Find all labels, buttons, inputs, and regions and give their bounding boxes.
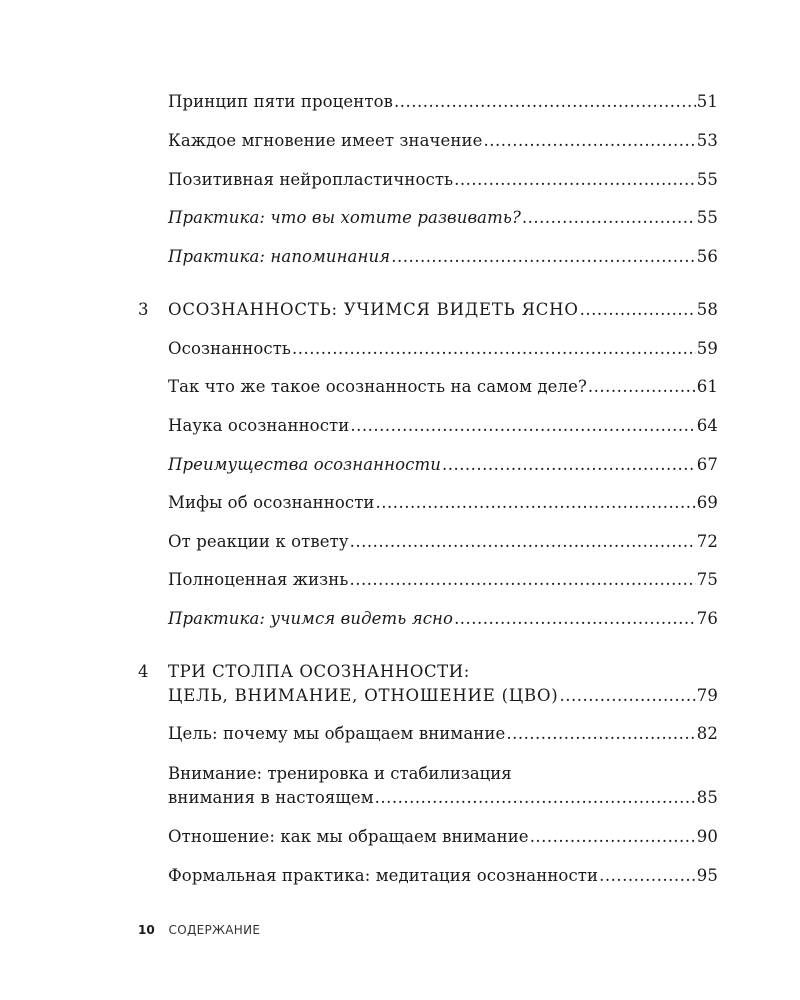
leader-dots <box>580 298 696 322</box>
toc-entry-title: Осознанность <box>168 339 292 358</box>
leader-dots <box>375 786 696 810</box>
toc-entry-page: 75 <box>696 570 718 589</box>
leader-dots <box>376 491 696 515</box>
chapter-title: ОСОЗНАННОСТЬ: УЧИМСЯ ВИДЕТЬ ЯСНО <box>168 300 579 319</box>
toc-entry-page: 55 <box>696 170 718 189</box>
toc-entry-page: 59 <box>696 339 718 358</box>
toc-entry-page: 90 <box>696 827 718 846</box>
chapter-page: 79 <box>696 686 718 705</box>
running-footer-label: СОДЕРЖАНИЕ <box>168 923 261 937</box>
toc-entry-title: Каждое мгновение имеет значение <box>168 131 483 150</box>
chapter-number: 4 <box>138 662 149 681</box>
toc-entry-page: 64 <box>696 416 718 435</box>
toc-entry-title: Цель: почему мы обращаем внимание <box>168 724 506 743</box>
toc-entry-practice[interactable] <box>168 607 718 631</box>
leader-dots <box>483 129 695 153</box>
toc-entry[interactable] <box>168 722 718 746</box>
toc-entry[interactable] <box>168 530 718 554</box>
toc-entry[interactable] <box>168 168 718 192</box>
toc-entry-practice[interactable] <box>168 245 718 269</box>
toc-entry-page: 72 <box>696 532 718 551</box>
toc-entry-page: 95 <box>696 866 718 885</box>
leader-dots <box>599 864 696 888</box>
toc-entry[interactable] <box>168 825 718 849</box>
chapter-title: ЦЕЛЬ, ВНИМАНИЕ, ОТНОШЕНИЕ (ЦВО) <box>168 686 559 705</box>
toc-entry[interactable] <box>168 129 718 153</box>
toc-entry-title: Мифы об осознанности <box>168 493 375 512</box>
toc-entry[interactable] <box>168 491 718 515</box>
toc-entry-page: 76 <box>696 609 718 628</box>
toc-entry-page: 61 <box>696 377 718 396</box>
chapter-title-line1: ТРИ СТОЛПА ОСОЗНАННОСТИ: <box>168 662 470 681</box>
toc-entry-title: внимания в настоящем <box>168 788 374 807</box>
toc-entry[interactable] <box>168 786 718 810</box>
toc-entry-page: 53 <box>696 131 718 150</box>
leader-dots <box>442 453 696 477</box>
toc-entry-title: Практика: напоминания <box>168 247 391 266</box>
chapter-heading[interactable] <box>168 298 718 322</box>
toc-entry-page: 69 <box>696 493 718 512</box>
page-footer <box>138 921 260 939</box>
chapter-page: 58 <box>696 300 718 319</box>
toc-entry-practice[interactable] <box>168 206 718 230</box>
toc-entry-title: Преимущества осознанности <box>168 455 441 474</box>
toc-entry-title: Отношение: как мы обращаем внимание <box>168 827 529 846</box>
leader-dots <box>394 90 696 114</box>
toc-entry-page: 55 <box>696 208 718 227</box>
leader-dots <box>391 245 696 269</box>
toc-entry-page: 67 <box>696 455 718 474</box>
toc-entry[interactable] <box>168 414 718 438</box>
leader-dots <box>522 206 696 230</box>
toc-entry-title: Наука осознанности <box>168 416 350 435</box>
toc-entry[interactable] <box>168 864 718 888</box>
toc-entry-page: 82 <box>696 724 718 743</box>
leader-dots <box>454 168 696 192</box>
toc-entry-page: 56 <box>696 247 718 266</box>
toc-entry[interactable] <box>168 568 718 592</box>
page-number: 10 <box>138 923 155 937</box>
leader-dots <box>350 414 695 438</box>
toc-entry-page: 85 <box>696 788 718 807</box>
leader-dots <box>454 607 696 631</box>
leader-dots <box>350 530 696 554</box>
leader-dots <box>506 722 695 746</box>
toc-entry-title: Практика: учимся видеть ясно <box>168 609 454 628</box>
leader-dots <box>292 337 696 361</box>
toc-entry-title: Практика: что вы хотите развивать? <box>168 208 521 227</box>
toc-entry-title: От реакции к ответу <box>168 532 349 551</box>
leader-dots <box>588 375 696 399</box>
chapter-heading[interactable] <box>168 684 718 708</box>
toc-entry-practice[interactable] <box>168 453 718 477</box>
toc-entry[interactable] <box>168 337 718 361</box>
toc-entry-page: 51 <box>696 92 718 111</box>
toc-entry-title: Принцип пяти процентов <box>168 92 393 111</box>
toc-entry[interactable] <box>168 90 718 114</box>
toc-entry-title: Позитивная нейропластичность <box>168 170 454 189</box>
toc-entry[interactable] <box>168 375 718 399</box>
leader-dots <box>530 825 696 849</box>
toc-entry-title-line1: Внимание: тренировка и стабилизация <box>168 764 512 783</box>
toc-entry-title: Полноценная жизнь <box>168 570 349 589</box>
leader-dots <box>560 684 696 708</box>
leader-dots <box>349 568 695 592</box>
chapter-number: 3 <box>138 300 149 319</box>
toc-entry-title: Формальная практика: медитация осознанности <box>168 866 599 885</box>
toc-entry-title: Так что же такое осознанность на самом деле? <box>168 377 587 396</box>
